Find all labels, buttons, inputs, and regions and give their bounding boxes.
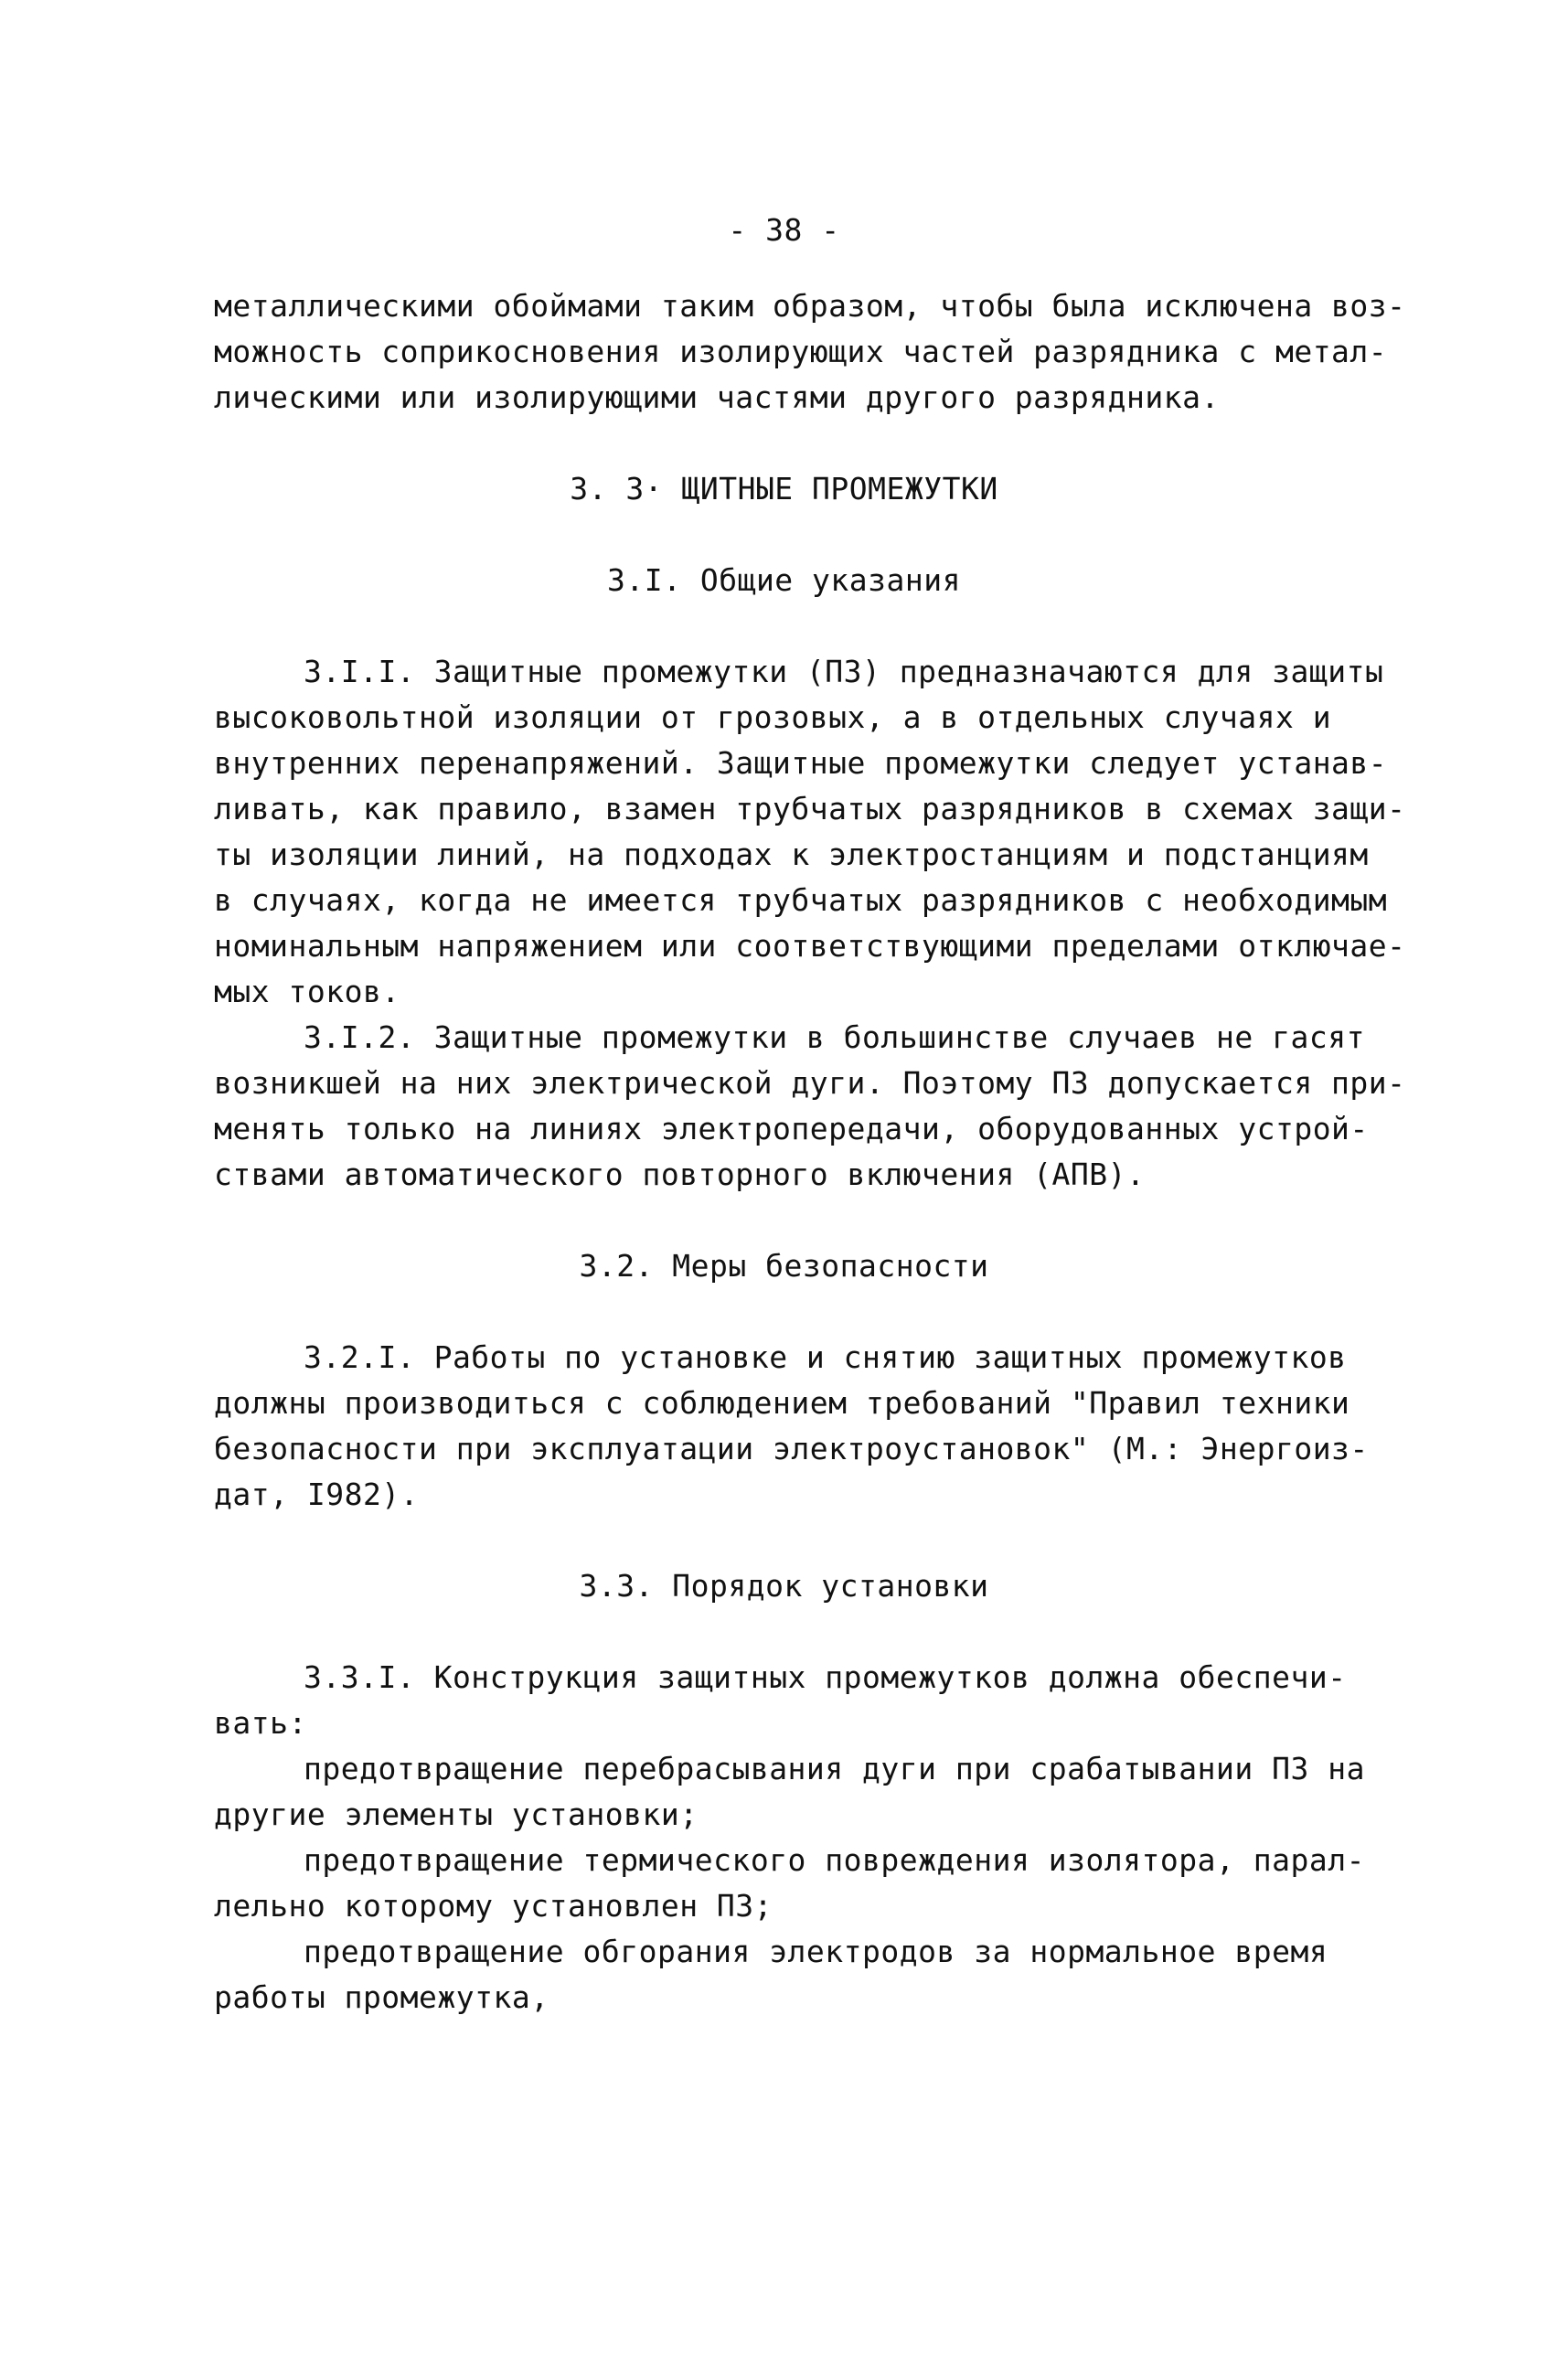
text-line: 3.2.I. Работы по установке и снятию защитных промежутков (304, 1339, 1347, 1375)
text-line: предотвращение обгорания электродов за нормальное время (304, 1934, 1328, 1969)
text-line: предотвращение термического повреждения изолятора, парал- (304, 1842, 1365, 1878)
text-line: безопасности при эксплуатации электроустановок" (М.: Энергоиз- (214, 1431, 1369, 1466)
text-line: ливать, как правило, взамен трубчатых разрядников в схемах защи- (214, 791, 1406, 826)
text-line: 3.I.I. Защитные промежутки (ПЗ) предназначаются для защиты (304, 654, 1384, 689)
text-line: внутренних перенапряжений. Защитные промежутки следует устанав- (214, 745, 1388, 781)
text-line: высоковольтной изоляции от грозовых, а в отдельных случаях и (214, 699, 1332, 735)
text-line: возникшей на них электрической дуги. Поэтому ПЗ допускается при- (214, 1065, 1406, 1101)
chapter-title: 3. 3· ЩИТНЫЕ ПРОМЕЖУТКИ (570, 471, 998, 506)
text-line: металлическими обоймами таким образом, чтобы была исключена воз- (214, 288, 1406, 324)
text-line: работы промежутка, (214, 1979, 549, 2015)
text-line: вать: (214, 1705, 307, 1741)
text-line: дат, I982). (214, 1477, 420, 1512)
text-line: должны производиться с соблюдением требований "Правил техники (214, 1385, 1350, 1421)
text-line: в случаях, когда не имеется трубчатых разрядников с необходимым (214, 882, 1388, 918)
section-heading: 3.I. Общие указания (607, 562, 961, 598)
section-heading: 3.2. Меры безопасности (579, 1248, 989, 1284)
text-line: номинальным напряжением или соответствующими пределами отключае- (214, 928, 1406, 964)
page-number: - 38 - (728, 212, 840, 248)
text-line: мых токов. (214, 974, 400, 1009)
text-line: лическими или изолирующими частями другого разрядника. (214, 379, 1220, 415)
text-line: предотвращение перебрасывания дуги при срабатывании ПЗ на (304, 1751, 1365, 1786)
text-line: лельно которому установлен ПЗ; (214, 1888, 773, 1924)
text-line: можность соприкосновения изолирующих частей разрядника с метал- (214, 334, 1388, 369)
text-line: 3.I.2. Защитные промежутки в большинстве случаев не гасят (304, 1019, 1365, 1055)
text-line: 3.3.I. Конструкция защитных промежутков должна обеспечи- (304, 1659, 1347, 1695)
text-line: ствами автоматического повторного включения (АПВ). (214, 1157, 1146, 1192)
section-heading: 3.3. Порядок установки (579, 1568, 989, 1604)
text-line: другие элементы установки; (214, 1797, 699, 1832)
text-line: ты изоляции линий, на подходах к электростанциям и подстанциям (214, 837, 1369, 872)
text-line: менять только на линиях электропередачи, оборудованных устрой- (214, 1111, 1369, 1146)
